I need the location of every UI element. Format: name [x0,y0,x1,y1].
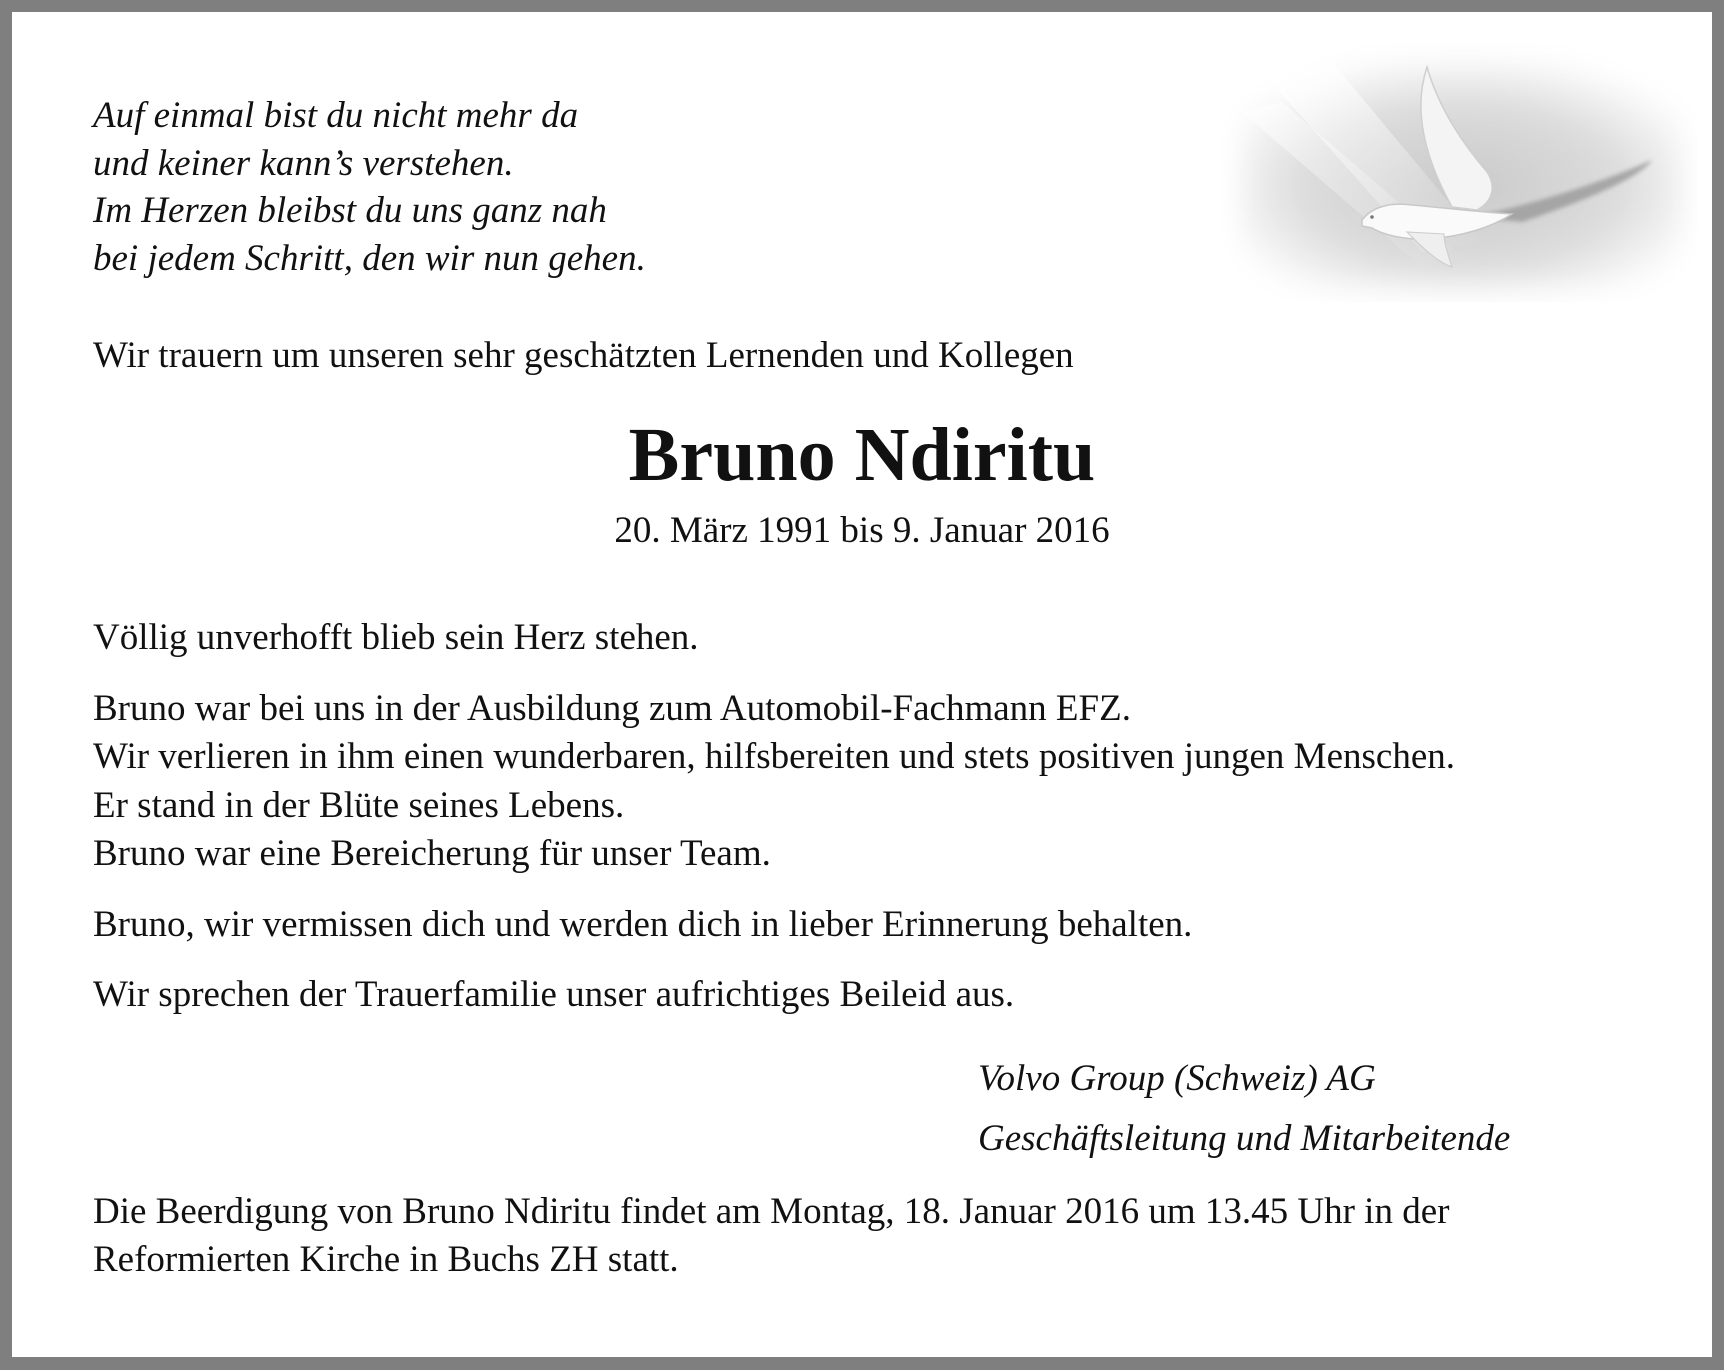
obituary-body [93,614,1653,1020]
poem-line: bei jedem Schritt, den wir nun gehen. [93,237,646,279]
signature-group: Geschäftsleitung und Mitarbeitende [978,1118,1511,1159]
funeral-line: Reformierten Kirche in Buchs ZH statt. [93,1239,679,1280]
poem-line: und keiner kann’s verstehen. [93,142,514,184]
poem-line: Auf einmal bist du nicht mehr da [93,95,579,136]
paragraph-line: Bruno war eine Bereicherung für unser Team. [93,833,771,874]
life-dates: 20. März 1991 bis 9. Januar 2016 [614,510,1110,551]
paragraph-line: Wir verlieren in ihm einen wunderbaren, hilfsbereiten und stets positiven jungen Menschen. [93,736,1455,777]
paragraph: Wir sprechen der Trauerfamilie unser aufrichtiges Beileid aus. [93,974,1015,1015]
paragraph-line: Er stand in der Blüte seines Lebens. [93,784,625,826]
intro-text: Wir trauern um unseren sehr geschätzten Lernenden und Kollegen [93,335,1074,376]
funeral-notice [93,1188,1663,1284]
paragraph: Bruno, wir vermissen dich und werden dich in lieber Erinnerung behalten. [93,903,1193,945]
dove-icon [1222,42,1697,302]
poem [93,92,646,282]
paragraph: Völlig unverhofft blieb sein Herz stehen. [93,617,699,658]
poem-line: Im Herzen bleibst du uns ganz nah [93,190,607,231]
paragraph-group [93,685,1653,879]
signature [978,1049,1510,1169]
deceased-name: Bruno Ndiritu [628,413,1096,497]
funeral-line: Die Beerdigung von Bruno Ndiritu findet am Montag, 18. Januar 2016 um 13.45 Uhr in der [93,1191,1450,1232]
signature-company: Volvo Group (Schweiz) AG [978,1058,1376,1099]
paragraph-line: Bruno war bei uns in der Ausbildung zum Automobil-Fachmann EFZ. [93,687,1131,729]
obituary-page [12,12,1712,1357]
